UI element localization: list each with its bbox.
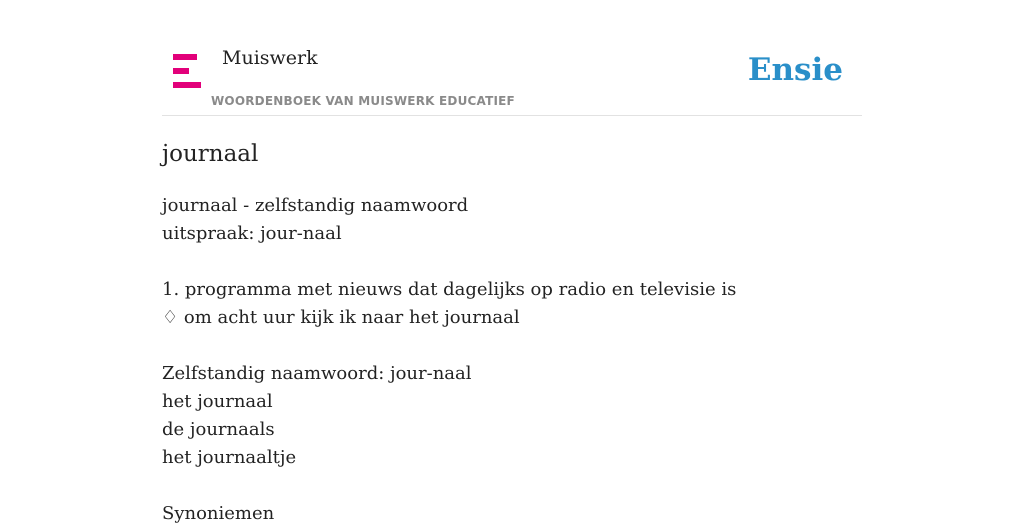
page-title: journaal xyxy=(162,141,259,167)
content-container xyxy=(162,0,862,524)
dictionary-entry xyxy=(162,192,736,528)
noun-form-plural: de journaals xyxy=(162,419,275,440)
ensie-logo-link[interactable]: Ensie xyxy=(747,52,843,88)
noun-form-singular: het journaal xyxy=(162,391,273,412)
pronunciation-line: uitspraak: jour-naal xyxy=(162,223,342,244)
synonyms-heading: Synoniemen xyxy=(162,503,275,524)
logo-bar-top xyxy=(173,54,197,60)
site-header xyxy=(162,0,862,116)
spacer xyxy=(162,332,736,360)
example-line: ♢ om acht uur kijk ik naar het journaal xyxy=(162,307,520,328)
spacer xyxy=(162,248,736,276)
logo-bar-bottom xyxy=(173,82,201,88)
part-of-speech-line: journaal - zelfstandig naamwoord xyxy=(162,195,469,216)
brand-name[interactable]: Muiswerk xyxy=(222,47,318,69)
muiswerk-logo-icon[interactable] xyxy=(173,54,201,88)
noun-heading: Zelfstandig naamwoord: jour-naal xyxy=(162,363,472,384)
noun-form-diminutive: het journaaltje xyxy=(162,447,297,468)
brand-subtitle: WOORDENBOEK VAN MUISWERK EDUCATIEF xyxy=(211,94,515,108)
spacer xyxy=(162,472,736,500)
logo-bar-middle xyxy=(173,68,189,74)
definition-line: 1. programma met nieuws dat dagelijks op radio en televisie is xyxy=(162,279,737,300)
